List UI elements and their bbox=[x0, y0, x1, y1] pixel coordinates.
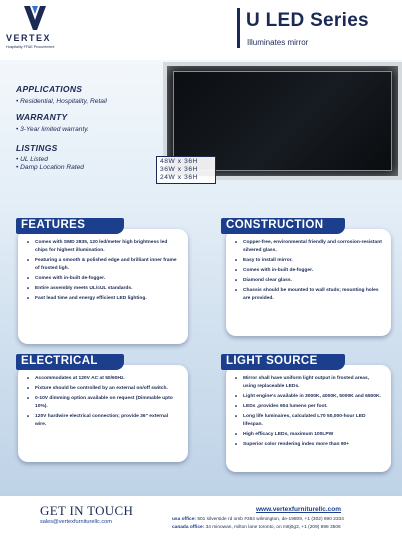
warranty-block bbox=[16, 112, 156, 134]
light-source-item: • Long life luminaires, calculated L70 50,000-hour LED lifespan. bbox=[235, 413, 382, 429]
construction-item: • Easy to install mirror. bbox=[235, 257, 382, 265]
features-title: FEATURES bbox=[16, 218, 124, 234]
light-source-item: • Superior color rendering index more than 90+ bbox=[235, 441, 382, 449]
electrical-card bbox=[18, 365, 188, 462]
usa-office-address: usa office: 501 silverside rd omb #384 wilmington, de-19809, +1 (302) 690 2334 bbox=[172, 517, 344, 522]
construction-card bbox=[226, 229, 391, 336]
light-source-item: • High efficacy LEDs, maximum 100LPW bbox=[235, 431, 382, 439]
light-source-item: • Light engine's available in 3000K, 4000K, 5000K and 6500K. bbox=[235, 393, 382, 401]
applications-heading: APPLICATIONS bbox=[16, 84, 83, 94]
listings-item: • UL Listed bbox=[16, 156, 48, 163]
listings-heading: LISTINGS bbox=[16, 143, 58, 153]
electrical-title: ELECTRICAL bbox=[16, 354, 124, 370]
product-title: U LED Series bbox=[246, 10, 369, 31]
features-item: • Featuring a smooth & polished edge and brilliant inner frame of frosted ligh. bbox=[27, 257, 179, 273]
features-card bbox=[18, 229, 188, 344]
light-source-card bbox=[226, 365, 391, 472]
construction-title: CONSTRUCTION bbox=[221, 218, 345, 234]
features-item: • Fast lead time and energy efficient LED lighting. bbox=[27, 295, 179, 303]
construction-item: • Chassis should be mounted to wall studs; mounting holes are provided. bbox=[235, 287, 382, 303]
applications-block bbox=[16, 84, 156, 106]
canada-office-address: canada office: 34 minowan, milton lane toronto, on m8j0g3, +1 (209) 898 3506 bbox=[172, 525, 341, 530]
features-item: • Entire assembly meets UL/cUL standards. bbox=[27, 285, 179, 293]
warranty-item: • 3-Year limited warranty. bbox=[16, 126, 89, 133]
warranty-heading: WARRANTY bbox=[16, 112, 68, 122]
brand-tagline: Hospitality FF&E Procurement bbox=[6, 45, 55, 49]
applications-item: • Residential, Hospitality, Retail bbox=[16, 98, 107, 105]
size-option: 24W x 36H bbox=[160, 174, 199, 181]
electrical-item: • 120V hardwire electrical connection; provide 36" external wire. bbox=[27, 413, 179, 429]
brand-name: VERTEX bbox=[6, 33, 52, 43]
light-source-item: • Mirror shall have uniform light output in frosted areas, using replaceable LEDs. bbox=[235, 375, 382, 391]
contact-email-link[interactable]: sales@vertexfurniturellc.com bbox=[40, 519, 112, 525]
listings-item: • Damp Location Rated bbox=[16, 164, 84, 171]
features-item: • Comes with in-built de-fogger. bbox=[27, 275, 179, 283]
construction-item: • Comes with in-built de-fogger. bbox=[235, 267, 382, 275]
size-option: 48W x 36H bbox=[160, 158, 199, 165]
header bbox=[0, 0, 402, 60]
construction-item: • Copper-free, environmental friendly and corrosion-resistant silvered glass. bbox=[235, 239, 382, 255]
construction-item: • Diamond clear glass. bbox=[235, 277, 382, 285]
features-item: • Comes with SMD 2835, 120 led/meter high brightness led chips for highest illumination. bbox=[27, 239, 179, 255]
electrical-item: • Accommodates at 120V AC at 50/60Hz. bbox=[27, 375, 179, 383]
electrical-item: • 0-10V dimming option available on request (Dimmable upto 10%). bbox=[27, 395, 179, 411]
size-options bbox=[156, 156, 216, 184]
product-subtitle: Illuminates mirror bbox=[247, 38, 309, 47]
light-source-item: • LEDs ,provides 604 lumens per foot. bbox=[235, 403, 382, 411]
vertex-logo-icon bbox=[24, 6, 46, 30]
contact-heading: GET IN TOUCH bbox=[40, 503, 134, 518]
website-link[interactable]: www.vertexfurniturellc.com bbox=[256, 506, 342, 513]
size-option: 36W x 36H bbox=[160, 166, 199, 173]
electrical-item: • Fixture should be controlled by an external on/off switch. bbox=[27, 385, 179, 393]
light-source-title: LIGHT SOURCE bbox=[221, 354, 345, 370]
listings-block bbox=[16, 143, 156, 172]
title-accent-bar bbox=[237, 8, 240, 48]
